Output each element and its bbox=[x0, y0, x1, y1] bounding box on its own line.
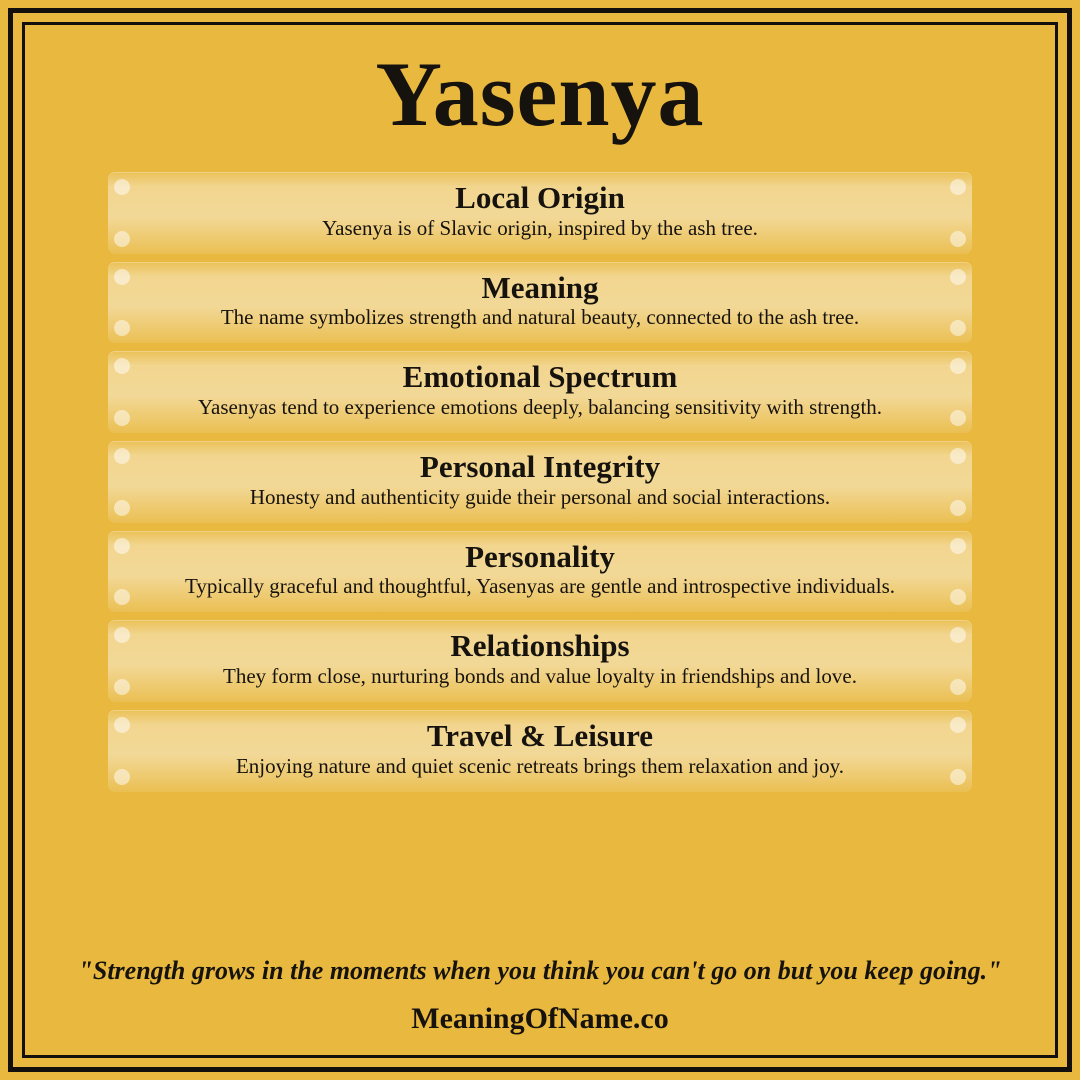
info-card bbox=[108, 531, 972, 613]
info-card bbox=[108, 351, 972, 433]
info-card bbox=[108, 441, 972, 523]
info-card-description: The name symbolizes strength and natural beauty, connected to the ash tree. bbox=[220, 305, 860, 330]
card-knob-bottom-right bbox=[950, 679, 966, 695]
info-card-title: Personality bbox=[465, 538, 615, 574]
poster-content bbox=[30, 30, 1050, 1050]
info-card-description: Yasenyas tend to experience emotions deeply, balancing sensitivity with strength. bbox=[197, 394, 883, 419]
info-card-title: Emotional Spectrum bbox=[402, 359, 678, 395]
info-card-description: Yasenya is of Slavic origin, inspired by the ash tree. bbox=[322, 215, 758, 240]
card-knob-bottom-left bbox=[114, 589, 130, 605]
info-card-title: Relationships bbox=[450, 628, 630, 664]
card-knob-bottom-right bbox=[950, 320, 966, 336]
card-knob-bottom-left bbox=[114, 231, 130, 247]
card-knob-bottom-right bbox=[950, 769, 966, 785]
quote-text: "Strength grows in the moments when you think you can't go on but you keep going." bbox=[78, 955, 1002, 985]
info-card-title: Travel & Leisure bbox=[426, 718, 654, 754]
page-title: Yasenya bbox=[375, 43, 705, 145]
info-card-title: Local Origin bbox=[455, 180, 625, 215]
info-card bbox=[108, 262, 972, 344]
info-card-description: Enjoying nature and quiet scenic retreats brings them relaxation and joy. bbox=[235, 753, 845, 778]
card-knob-bottom-left bbox=[114, 769, 130, 785]
info-card-list bbox=[30, 172, 1050, 800]
card-knob-bottom-right bbox=[950, 589, 966, 605]
info-card bbox=[108, 620, 972, 702]
card-knob-bottom-left bbox=[114, 320, 130, 336]
card-knob-bottom-right bbox=[950, 231, 966, 247]
card-knob-bottom-left bbox=[114, 410, 130, 426]
brand-watermark: MeaningOfName.co bbox=[411, 1002, 669, 1035]
info-card bbox=[108, 710, 972, 792]
info-card-description: Typically graceful and thoughtful, Yasenyas are gentle and introspective individuals. bbox=[184, 574, 895, 599]
card-knob-bottom-right bbox=[950, 410, 966, 426]
info-card-description: They form close, nurturing bonds and value loyalty in friendships and love. bbox=[223, 663, 857, 688]
card-knob-bottom-left bbox=[114, 679, 130, 695]
card-knob-bottom-right bbox=[950, 500, 966, 516]
info-card-description: Honesty and authenticity guide their personal and social interactions. bbox=[249, 484, 831, 509]
card-knob-bottom-left bbox=[114, 500, 130, 516]
info-card-title: Meaning bbox=[481, 269, 599, 305]
info-card-title: Personal Integrity bbox=[419, 449, 661, 485]
info-card bbox=[108, 172, 972, 254]
poster-footer bbox=[30, 955, 1050, 1050]
